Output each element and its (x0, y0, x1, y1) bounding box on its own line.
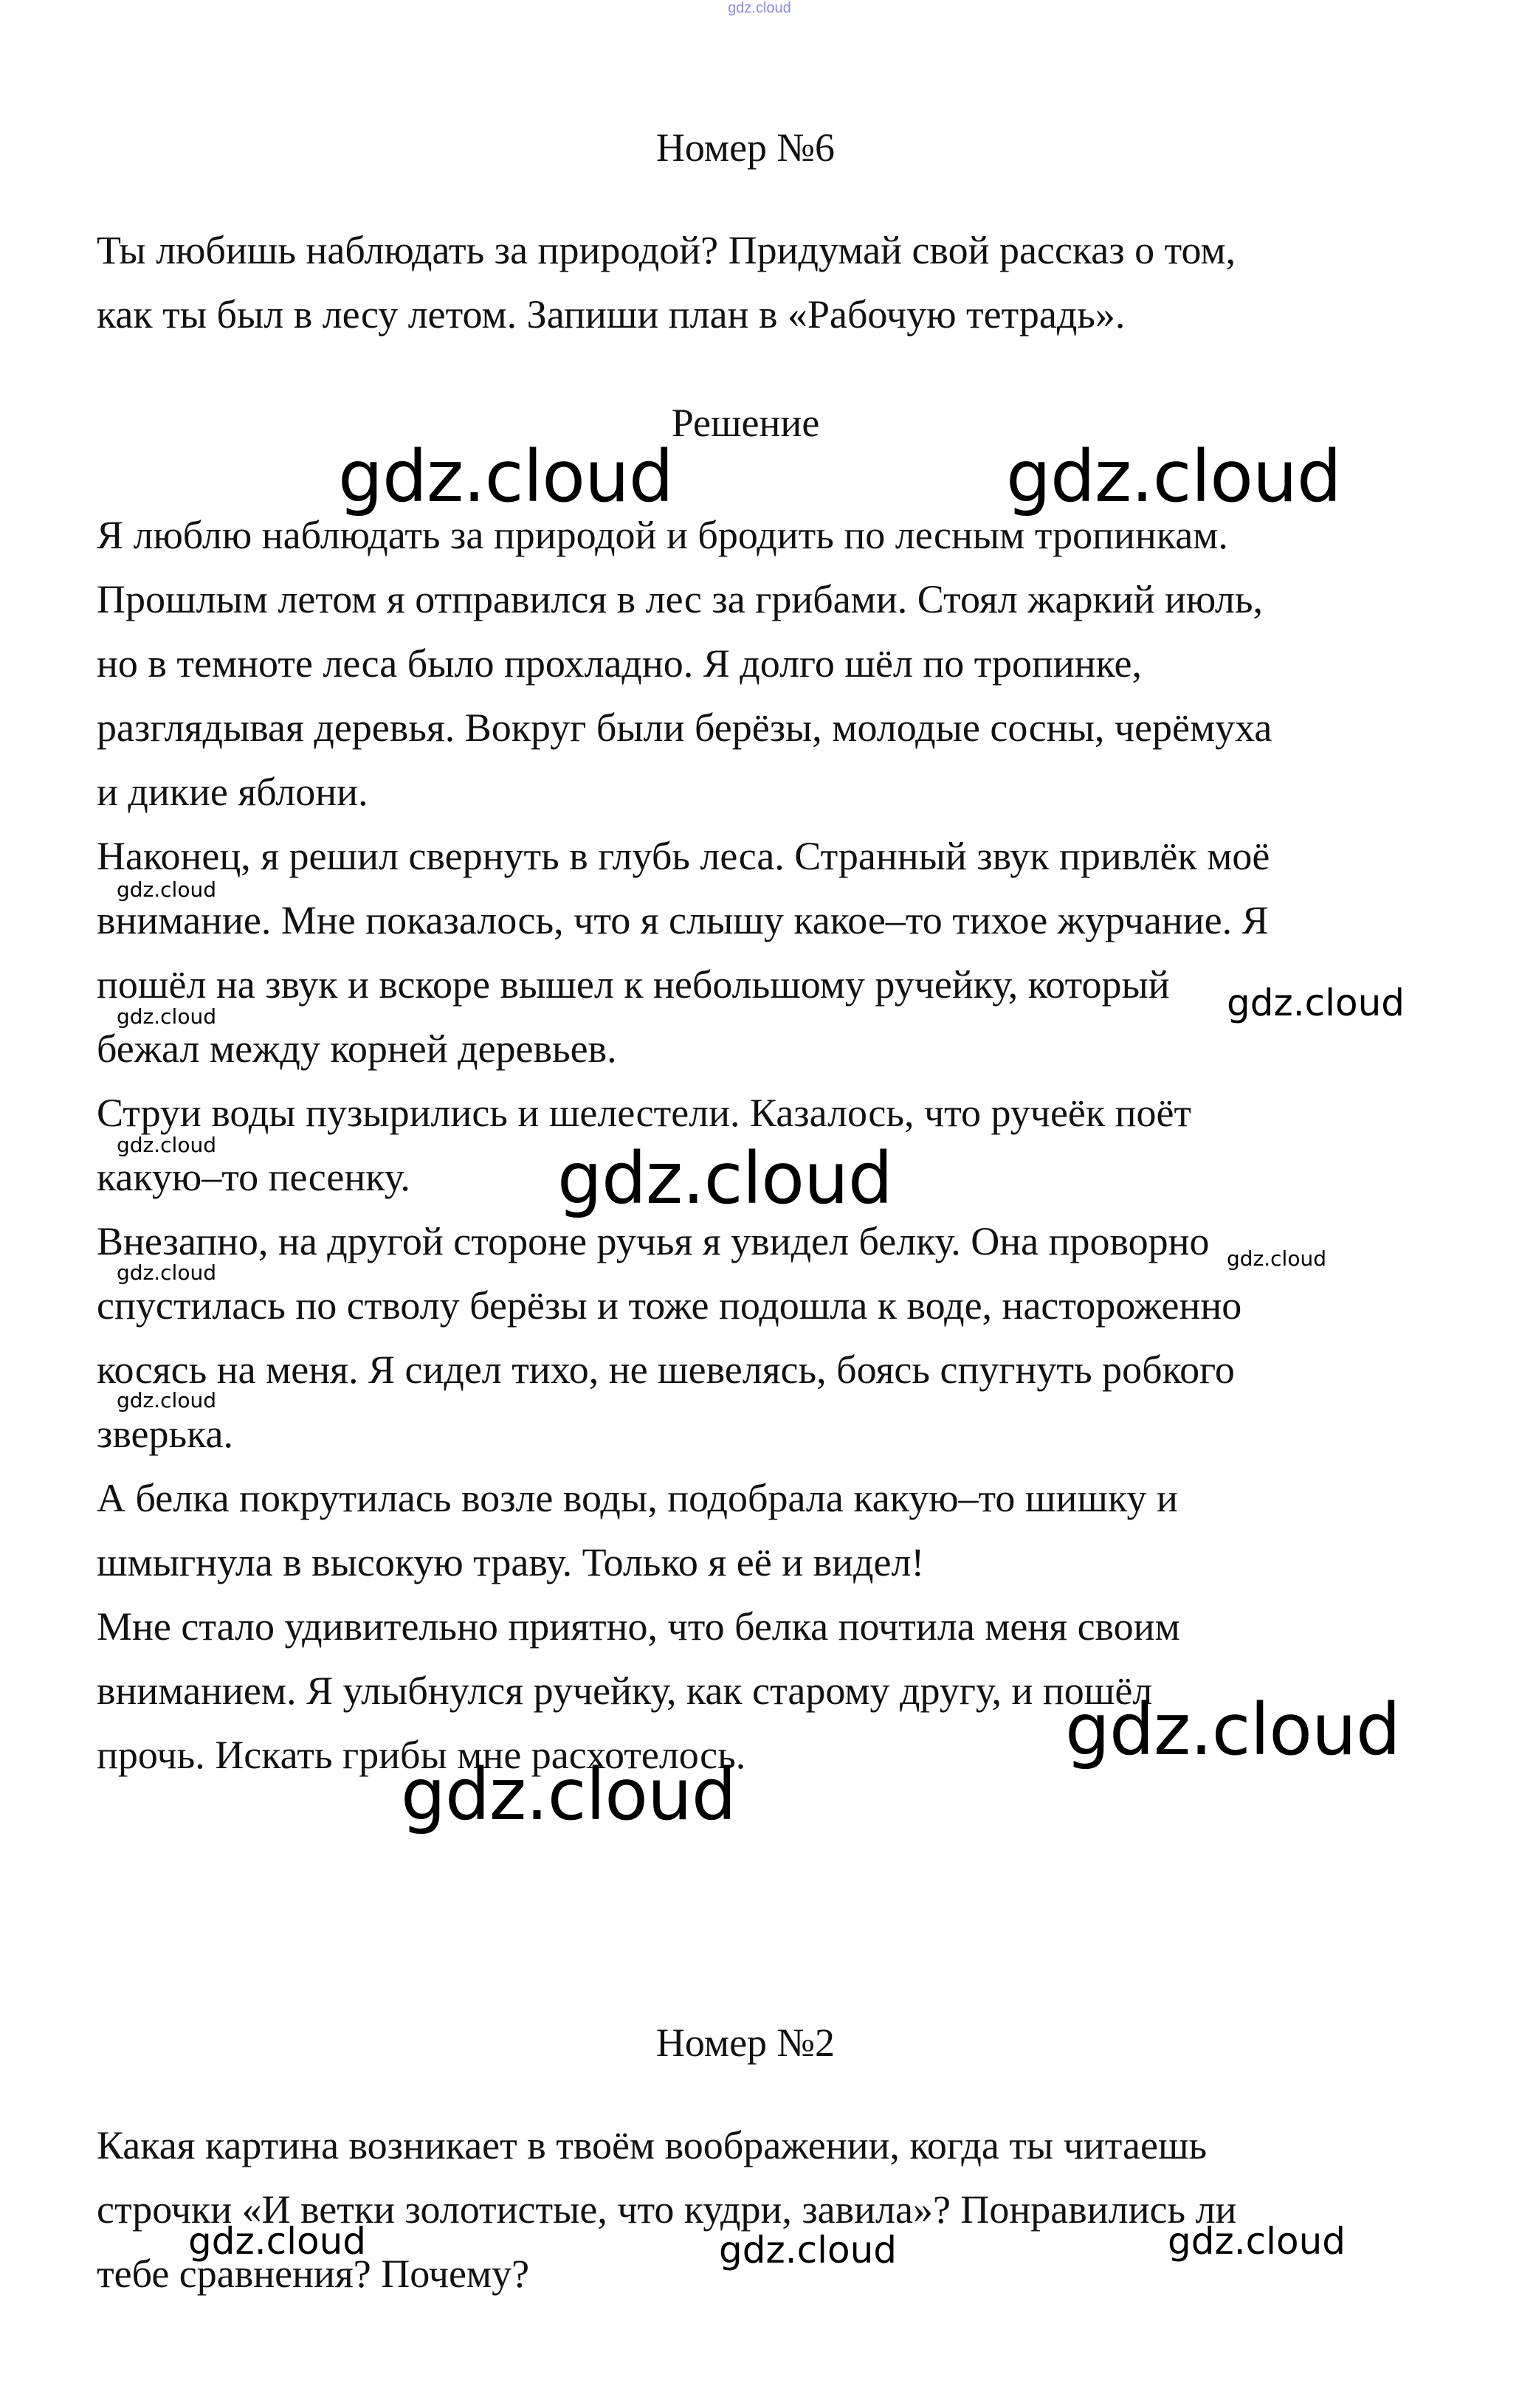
watermark: gdz.cloud (117, 1133, 216, 1157)
watermark: gdz.cloud (1227, 1246, 1326, 1271)
answer-line: Струи воды пузырились и шелестели. Казалось, что ручеёк поёт (97, 1091, 1192, 1135)
watermark: gdz.cloud (117, 877, 216, 902)
task-line: тебе сравнения? Почему? (97, 2252, 530, 2296)
solution-heading: Решение (671, 401, 820, 445)
answer-line: вниманием. Я улыбнулся ручейку, как старому другу, и пошёл (97, 1669, 1153, 1713)
watermark: gdz.cloud (188, 2220, 367, 2263)
section2-task (97, 2114, 1425, 2306)
watermark: gdz.cloud (719, 2229, 898, 2271)
answer-line: какую–то песенку. (97, 1155, 410, 1199)
task-line: строчки «И ветки золотистые, что кудри, завила»? Понравились ли (97, 2187, 1237, 2232)
answer-line: спустилась по стволу берёзы и тоже подошла к воде, настороженно (97, 1283, 1242, 1328)
answer-line: Наконец, я решил свернуть в глубь леса. Странный звук привлёк моё (97, 834, 1270, 878)
answer-line: бежал между корней деревьев. (97, 1027, 617, 1071)
task-line: Ты любишь наблюдать за природой? Придумай свой рассказ о том, (97, 228, 1236, 272)
section1-task (97, 218, 1425, 347)
answer-line: и дикие яблони. (97, 770, 368, 814)
top-watermark: gdz.cloud (728, 0, 791, 16)
answer-line: А белка покрутилась возле воды, подобрала какую–то шишку и (97, 1476, 1178, 1520)
watermark: gdz.cloud (1006, 435, 1341, 518)
answer-line: косясь на меня. Я сидел тихо, не шевелясь, боясь спугнуть робкого (97, 1348, 1235, 1392)
answer-line: прочь. Искать грибы мне расхотелось. (97, 1733, 746, 1777)
answer-line: пошёл на звук и вскоре вышел к небольшому ручейку, который (97, 962, 1170, 1007)
task-line: Какая картина возникает в твоём воображении, когда ты читаешь (97, 2123, 1208, 2167)
answer-line: внимание. Мне показалось, что я слышу какое–то тихое журчание. Я (97, 898, 1269, 942)
task-line: как ты был в лесу летом. Запиши план в «Рабочую тетрадь». (97, 292, 1126, 337)
answer-line: Мне стало удивительно приятно, что белка почтила меня своим (97, 1604, 1180, 1649)
answer-line: зверька. (97, 1412, 233, 1456)
answer-line: Я люблю наблюдать за природой и бродить по лесным тропинкам. (97, 513, 1228, 557)
answer-line: Внезапно, на другой стороне ручья я увидел белку. Она проворно (97, 1219, 1210, 1263)
watermark: gdz.cloud (117, 1388, 216, 1412)
watermark: gdz.cloud (338, 435, 673, 518)
answer-line: Прошлым летом я отправился в лес за грибами. Стоял жаркий июль, (97, 577, 1263, 621)
answer-line: но в темноте леса было прохладно. Я долго шёл по тропинке, (97, 641, 1143, 686)
watermark: gdz.cloud (1168, 2220, 1346, 2263)
answer-line: шмыгнула в высокую траву. Только я её и видел! (97, 1540, 925, 1584)
watermark: gdz.cloud (1227, 982, 1405, 1024)
watermark: gdz.cloud (1065, 1688, 1400, 1771)
watermark: gdz.cloud (401, 1753, 736, 1836)
answer-line: разглядывая деревья. Вокруг были берёзы, молодые сосны, черёмуха (97, 706, 1272, 750)
watermark: gdz.cloud (557, 1137, 892, 1220)
section1-title: Номер №6 (655, 125, 836, 170)
watermark: gdz.cloud (117, 1260, 216, 1285)
watermark: gdz.cloud (117, 1004, 216, 1029)
section2-title: Номер №2 (655, 2021, 836, 2065)
